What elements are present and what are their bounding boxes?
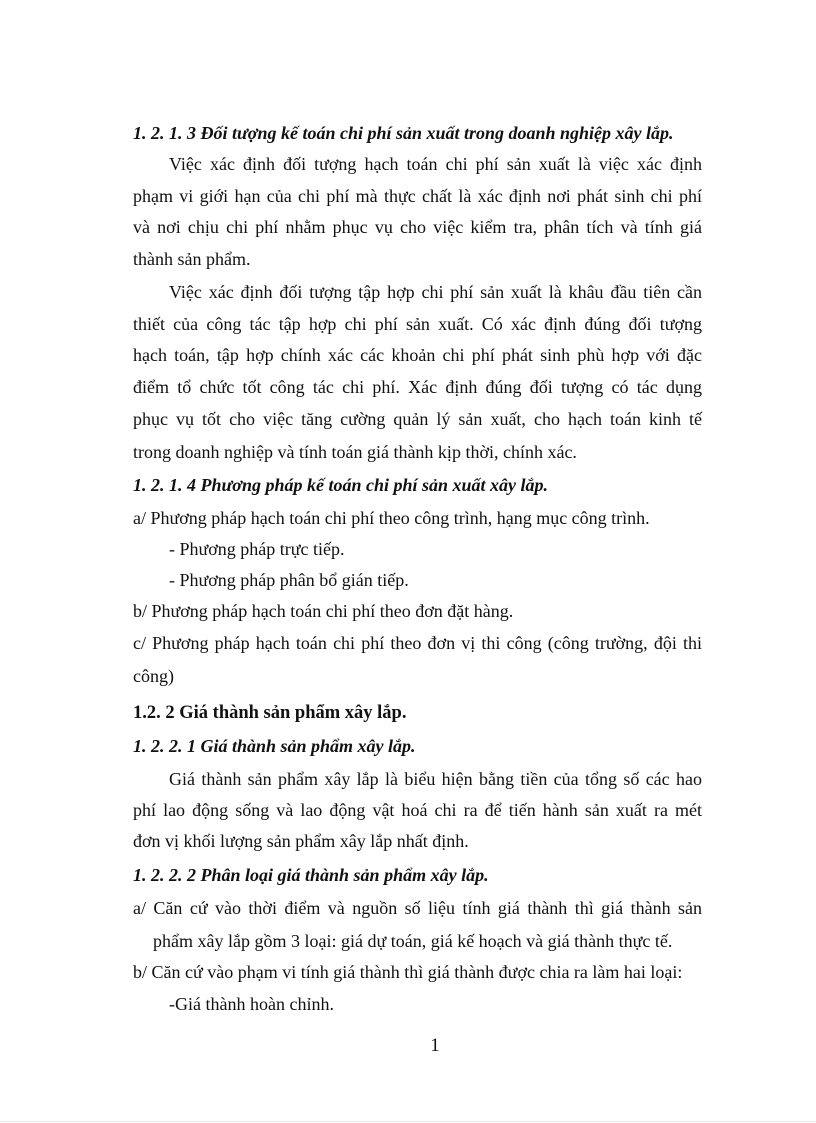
paragraph-line: hạch toán, tập hợp chính xác các khoản chi phí phát sinh phù hợp với đặc (133, 345, 702, 365)
section-heading-1-2-2-2: 1. 2. 2. 2 Phân loại giá thành sản phẩm xây lắp. (133, 865, 489, 885)
paragraph-line: Việc xác định đối tượng tập hợp chi phí sản xuất là khâu đầu tiên cần (169, 282, 702, 302)
classification-item-b: b/ Căn cứ vào phạm vi tính giá thành thì giá thành được chia ra làm hai loại: (133, 962, 683, 982)
section-heading-1-2-2: 1.2. 2 Giá thành sản phẩm xây lắp. (133, 703, 407, 723)
section-heading-1-2-1-4: 1. 2. 1. 4 Phương pháp kế toán chi phí sản xuất xây lắp. (133, 475, 549, 495)
paragraph-line: phạm vi giới hạn của chi phí mà thực chất là xác định nơi phát sinh chi phí (133, 186, 702, 206)
paragraph-line: và nơi chịu chi phí nhằm phục vụ cho việc kiểm tra, phân tích và tính giá (133, 217, 702, 237)
list-subitem: - Phương pháp trực tiếp. (169, 539, 345, 559)
paragraph-line: đơn vị khối lượng sản phẩm xây lắp nhất định. (133, 831, 469, 851)
paragraph-line: phí lao động sống và lao động vật hoá chi ra để tiến hành sản xuất ra mét (133, 800, 702, 820)
paragraph-line: thiết của công tác tập hợp chi phí sản xuất. Có xác định đúng đối tượng (133, 314, 702, 334)
classification-subitem: -Giá thành hoàn chỉnh. (169, 994, 334, 1014)
paragraph-line: Giá thành sản phẩm xây lắp là biểu hiện bằng tiền của tổng số các hao (169, 769, 702, 789)
paragraph-line: Việc xác định đối tượng hạch toán chi phí sản xuất là việc xác định (169, 154, 702, 174)
page-bottom-edge (0, 1121, 816, 1122)
section-heading-1-2-2-1: 1. 2. 2. 1 Giá thành sản phẩm xây lắp. (133, 736, 416, 756)
list-item-a: a/ Phương pháp hạch toán chi phí theo công trình, hạng mục công trình. (133, 508, 650, 528)
paragraph-line: trong doanh nghiệp và tính toán giá thành kịp thời, chính xác. (133, 442, 577, 462)
classification-item-a-continued: phẩm xây lắp gồm 3 loại: giá dự toán, giá kế hoạch và giá thành thực tế. (153, 931, 673, 951)
list-item-c-continued: công) (133, 666, 174, 686)
paragraph-line: phục vụ tốt cho việc tăng cường quản lý sản xuất, cho hạch toán kinh tế (133, 409, 702, 429)
list-subitem: - Phương pháp phân bổ gián tiếp. (169, 570, 409, 590)
list-item-b: b/ Phương pháp hạch toán chi phí theo đơn đặt hàng. (133, 601, 514, 621)
classification-item-a: a/ Căn cứ vào thời điểm và nguồn số liệu tính giá thành thì giá thành sản (133, 898, 702, 918)
page-number: 1 (430, 1035, 440, 1056)
paragraph-line: điểm tổ chức tốt công tác chi phí. Xác định đúng đối tượng có tác dụng (133, 377, 702, 397)
list-item-c: c/ Phương pháp hạch toán chi phí theo đơn vị thi công (công trường, đội thi (133, 633, 702, 653)
section-heading-1-2-1-3: 1. 2. 1. 3 Đối tượng kế toán chi phí sản xuất trong doanh nghiệp xây lắp. (133, 123, 674, 143)
paragraph-line: thành sản phẩm. (133, 249, 251, 269)
